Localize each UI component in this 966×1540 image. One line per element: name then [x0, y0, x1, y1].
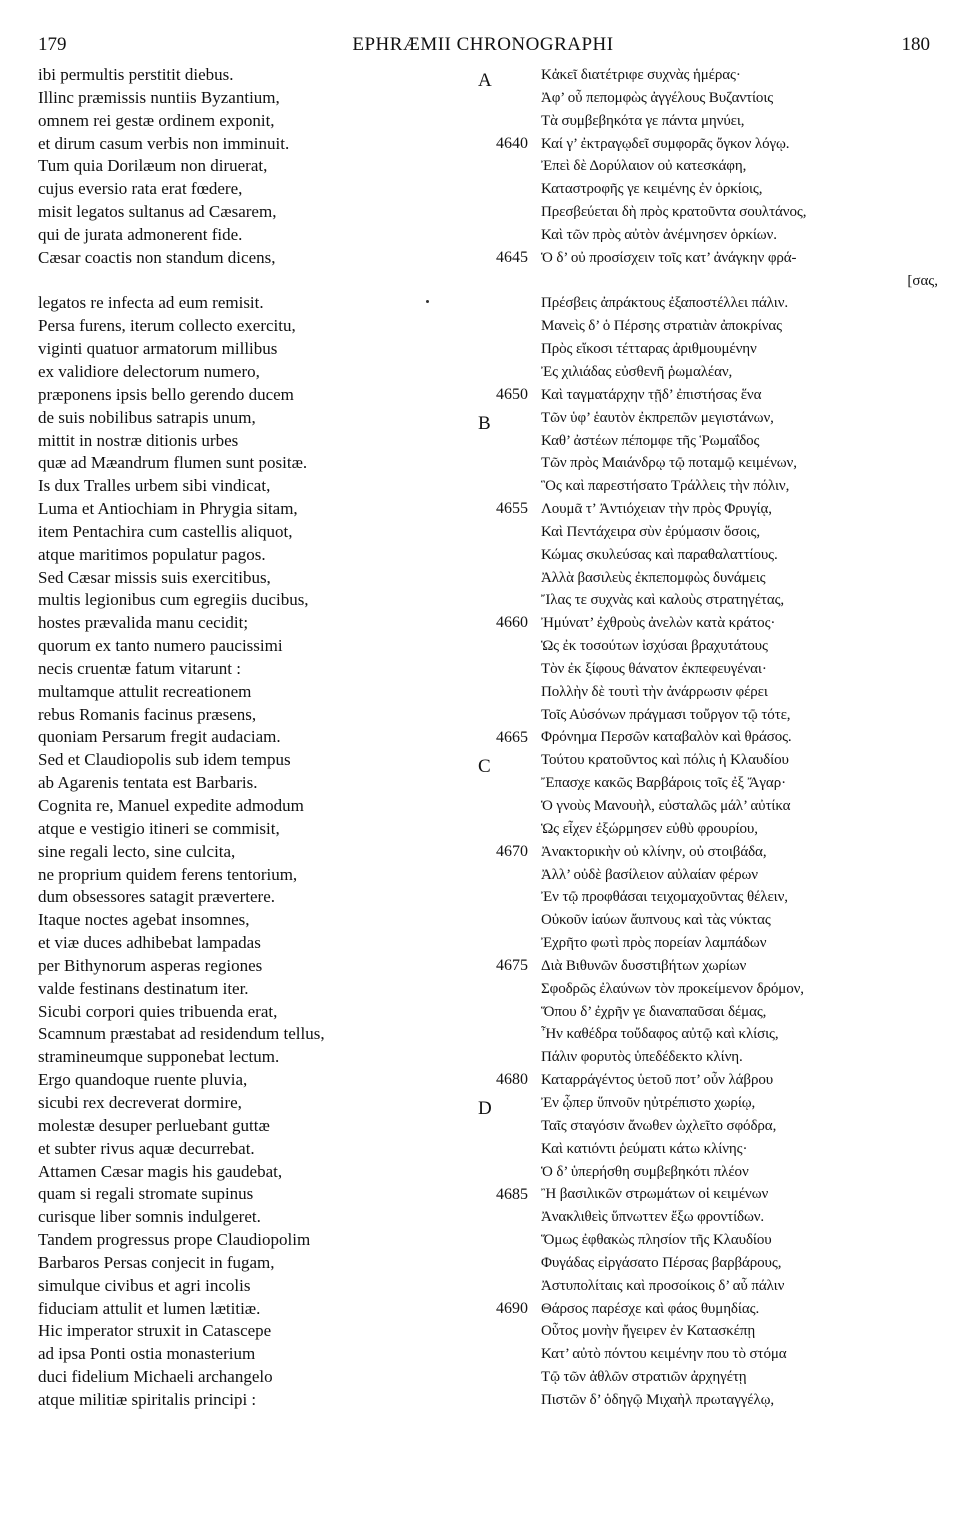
greek-line: Πρὸς εἴκοσι τέτταρας ἀριθμουμένην — [541, 341, 757, 358]
greek-line: Ἴλας τε συχνὰς καὶ καλοὺς στρατηγέτας, — [541, 592, 785, 609]
latin-line: Barbaros Persas conjecit in fugam, — [38, 1252, 275, 1272]
greek-line: Ἐχρῆτο φωτὶ πρὸς πορείαν λαμπάδων — [541, 935, 767, 952]
latin-line: fiduciam attulit et lumen lætitiæ. — [38, 1298, 261, 1318]
greek-line: Μανεὶς δ’ ὁ Πέρσης στρατιὰν ἀποκρίνας — [541, 318, 782, 335]
greek-line: Ἀνακτορικὴν οὐ κλίνην, οὐ στοιβάδα, — [541, 843, 767, 860]
latin-line: quæ ad Mæandrum flumen sunt positæ. — [38, 453, 308, 473]
verse-line-number: 4675 — [496, 957, 528, 975]
greek-line: Σφοδρῶς ἐλαύνων τὸν προκείμενον δρόμον, — [541, 980, 804, 997]
running-header — [0, 34, 966, 58]
latin-line: præponens ipsis bello gerendo ducem — [38, 384, 294, 404]
verse-line-number: 4690 — [496, 1299, 528, 1317]
greek-line: Τῶν ὑφ’ ἑαυτὸν ἐκπρεπῶν μεγιστάνων, — [541, 409, 774, 426]
page-number-left: 179 — [38, 34, 67, 55]
greek-line: Ἀλλὰ βασιλεὺς ἐκπεπομφὼς δυνάμεις — [541, 569, 766, 586]
latin-line: omnem rei gestæ ordinem exponit, — [38, 110, 275, 130]
latin-line: Illinc præmissis nuntiis Byzantium, — [38, 87, 280, 107]
latin-line: curisque liber somnis indulgeret. — [38, 1207, 261, 1227]
latin-line: atque militiæ spiritalis principi : — [38, 1389, 257, 1409]
greek-continuation: [σας, — [907, 272, 938, 289]
greek-column — [541, 64, 941, 1412]
verse-line-number: 4640 — [496, 134, 528, 152]
greek-line: Πιστῶν δ’ ὁδηγῷ Μιχαὴλ πρωταγγέλῳ, — [541, 1391, 775, 1408]
latin-line: Itaque noctes agebat insomnes, — [38, 910, 250, 930]
latin-line: Hic imperator struxit in Catascepe — [38, 1321, 272, 1341]
latin-line: mittit in nostræ ditionis urbes — [38, 430, 239, 450]
greek-line: Καταρράγέντος ὑετοῦ ποτ’ οὖν λάβρου — [541, 1072, 774, 1089]
greek-line: Καὶ ταγματάρχην τῇδ’ ἐπιστήσας ἕνα — [541, 386, 762, 403]
latin-line: Luma et Antiochiam in Phrygia sitam, — [38, 499, 298, 519]
latin-column — [38, 64, 458, 1412]
verse-line-number: 4670 — [496, 842, 528, 860]
latin-line: Ergo quandoque ruente pluvia, — [38, 1070, 248, 1090]
greek-line: Τὰ συμβεβηκότα γε πάντα μηνύει, — [541, 112, 745, 129]
latin-line: molestæ desuper perluebant guttæ — [38, 1115, 270, 1135]
greek-line: Ἀλλ’ οὐδὲ βασίλειον αὐλαίαν φέρων — [541, 866, 758, 883]
latin-line: quoniam Persarum fregit audaciam. — [38, 727, 281, 747]
greek-line: Ὁ γνοὺς Μανουὴλ, εὐσταλῶς μάλ’ αὐτίκα — [541, 798, 791, 814]
latin-line: hostes prævalida manu cecidit; — [38, 613, 249, 633]
greek-line: Τὸν ἐκ ξίφους θάνατον ἐκπεφευγέναι· — [541, 660, 767, 677]
latin-line: dum obsessores satagit prævertere. — [38, 887, 275, 907]
verse-line-number: 4645 — [496, 248, 528, 266]
latin-line: sine regali lecto, sine culcita, — [38, 841, 236, 861]
latin-line: legatos re infecta ad eum remisit. — [38, 293, 264, 313]
latin-line: et dirum casum verbis non imminuit. — [38, 133, 290, 153]
greek-line: Πάλιν φορυτὸς ὑπεδέδεκτο κλίνη. — [541, 1049, 743, 1066]
greek-line: Τῷ τῶν ἀθλῶν στρατιῶν ἀρχηγέτῃ — [541, 1369, 747, 1386]
greek-line: Καθ’ ἀστέων πέπομφε τῆς Ῥωμαΐδος — [541, 432, 760, 449]
section-marker: B — [478, 412, 491, 434]
greek-line: Ταῖς σταγόσιν ἄνωθεν ὠχλεῖτο σφόδρα, — [541, 1117, 777, 1134]
greek-line: Ὁ δ’ οὐ προσίσχειν τοῖς κατ’ ἀνάγκην φρά- — [541, 249, 797, 266]
greek-line: Καὶ τῶν πρὸς αὐτὸν ἀνέμνησεν ὁρκίων. — [541, 226, 777, 243]
greek-line: Θάρσος παρέσχε καὶ φάος θυμηδίας. — [541, 1300, 760, 1317]
latin-line: necis cruentæ fatum vitarunt : — [38, 658, 241, 678]
greek-line: Τούτου κρατοῦντος καὶ πόλις ἡ Κλαυδίου — [541, 752, 789, 769]
verse-line-number: 4660 — [496, 614, 528, 632]
latin-line: ne proprium quidem ferens tentorium, — [38, 864, 298, 884]
greek-line: Κατ’ αὐτὸ πόντου κειμένην που τὸ στόμα — [541, 1346, 787, 1363]
latin-line: quam si regali stromate supinus — [38, 1184, 254, 1204]
greek-line: Τοῖς Αὐσόνων πράγμασι τοὔργον τῷ τότε, — [541, 706, 791, 723]
greek-line: Ἠμύνατ’ ἐχθροὺς ἀνελὼν κατὰ κράτος· — [541, 615, 776, 632]
latin-line: Cæsar coactis non standum dicens, — [38, 247, 276, 267]
greek-line: Ἐπεὶ δὲ Δορύλαιον οὐ κατεσκάφη, — [541, 158, 747, 175]
latin-line: viginti quatuor armatorum millibus — [38, 339, 278, 359]
section-marker: D — [478, 1098, 492, 1120]
latin-line: Tandem progressus prope Claudiopolim — [38, 1230, 311, 1250]
verse-line-number: 4665 — [496, 728, 528, 746]
greek-line: Ἐς χιλιάδας εὐσθενῆ ῥωμαλέαν, — [541, 363, 733, 380]
latin-line: Persa furens, iterum collecto exercitu, — [38, 316, 296, 336]
latin-line: item Pentachira cum castellis aliquot, — [38, 521, 293, 541]
greek-line: Ὅπου δ’ ἐχρῆν γε διαναπαῦσαι δέμας, — [541, 1003, 767, 1020]
latin-line: de suis nobilibus satrapis unum, — [38, 407, 256, 427]
greek-line: Καὶ κατιόντι ῥεύματι κάτω κλίνης· — [541, 1140, 748, 1157]
greek-line: Κἀκεῖ διατέτριφε συχνὰς ἡμέρας· — [541, 67, 741, 83]
greek-line: Ἦν καθέδρα τοὔδαφος αὐτῷ καὶ κλίσις, — [541, 1026, 779, 1043]
latin-line: valde festinans destinatum iter. — [38, 978, 249, 998]
latin-line: Tum quia Dorilæum non diruerat, — [38, 156, 268, 176]
greek-line: Φυγάδας εἰργάσατο Πέρσας βαρβάρους, — [541, 1254, 782, 1271]
latin-line: ab Agarenis tentata est Barbaris. — [38, 773, 258, 793]
section-marker: A — [478, 70, 492, 91]
greek-line: Οὐκοῦν ἰαύων ἄυπνους καὶ τὰς νύκτας — [541, 912, 771, 929]
latin-line: multis legionibus cum egregiis ducibus, — [38, 590, 309, 610]
latin-line: ex validiore delectorum numero, — [38, 361, 260, 381]
greek-line: Πολλὴν δὲ τουτὶ τὴν ἀνάρρωσιν φέρει — [541, 683, 768, 700]
greek-line: Κώμας σκυλεύσας καὶ παραθαλαττίους. — [541, 546, 778, 563]
latin-line: ad ipsa Ponti ostia monasterium — [38, 1344, 256, 1364]
latin-line: Scamnum præstabat ad residendum tellus, — [38, 1024, 325, 1044]
greek-line: Οὗτος μονὴν ἤγειρεν ἐν Κατασκέπῃ — [541, 1323, 756, 1340]
greek-line: Ἀστυπολίταις καὶ προσοίκοις δ’ αὖ πάλιν — [541, 1277, 785, 1294]
greek-line: Καταστροφῆς γε κειμένης ἐν ὁρκίοις, — [541, 181, 763, 198]
section-marker: C — [478, 755, 491, 777]
latin-line: rebus Romanis facinus præsens, — [38, 704, 257, 724]
greek-line: Ἐν τῷ προφθάσαι τειχομαχοῦντας θέλειν, — [541, 889, 788, 906]
greek-line: Φρόνημα Περσῶν καταβαλὸν καὶ θράσος. — [541, 729, 792, 746]
latin-line: quorum ex tanto numero paucissimi — [38, 636, 283, 656]
latin-line: misit legatos sultanus ad Cæsarem, — [38, 202, 277, 222]
greek-line: Ἐν ᾧπερ ὕπνοῦν ηὐτρέπιστο χωρίῳ, — [541, 1094, 756, 1111]
verse-line-number: 4685 — [496, 1185, 528, 1203]
greek-line: Καὶ Πεντάχειρα σὺν ἐρύμασιν ὅσοις, — [541, 523, 761, 540]
latin-line: Sed et Claudiopolis sub idem tempus — [38, 750, 291, 770]
greek-line: Ἢ βασιλικῶν στρωμάτων οἱ κειμένων — [541, 1186, 769, 1203]
page-number-right: 180 — [901, 34, 930, 55]
greek-line: Ὡς ἐκ τοσούτων ἰσχύσαι βραχυτάτους — [541, 638, 768, 655]
greek-line — [541, 270, 941, 293]
latin-line: cujus eversio rata erat fœdere, — [38, 179, 243, 199]
latin-line: et viæ duces adhibebat lampadas — [38, 933, 261, 953]
latin-line: atque e vestigio itineri se commisit, — [38, 818, 280, 838]
greek-line: Ἀνακλιθεὶς ὕπνωττεν ἔξω φροντίδων. — [541, 1209, 765, 1226]
running-title: EPHRÆMII CHRONOGRAPHI — [352, 34, 614, 55]
latin-line — [38, 270, 458, 293]
greek-line: Πρέσβεις ἀπράκτους ἐξαποστέλλει πάλιν. — [541, 295, 789, 312]
latin-line: atque maritimos populatur pagos. — [38, 544, 266, 564]
latin-line: Attamen Cæsar magis his gaudebat, — [38, 1161, 283, 1181]
greek-line: Ἀφ’ οὗ πεπομφὼς ἀγγέλους Βυζαντίοις — [541, 89, 774, 106]
latin-line: simulque civibus et agri incolis — [38, 1275, 251, 1295]
latin-line: Sicubi corpori quies tribuenda erat, — [38, 1001, 278, 1021]
latin-line: et subter rivus aquæ decurrebat. — [38, 1138, 255, 1158]
latin-line: Sed Cæsar missis suis exercitibus, — [38, 567, 271, 587]
verse-line-number: 4650 — [496, 385, 528, 403]
latin-line: Is dux Tralles urbem sibi vindicat, — [38, 476, 271, 496]
verse-line-number: 4655 — [496, 500, 528, 518]
margin-dot — [426, 300, 429, 303]
latin-line: Cognita re, Manuel expedite admodum — [38, 796, 304, 815]
greek-line: Τῶν πρὸς Μαιάνδρῳ τῷ ποταμῷ κειμένων, — [541, 455, 797, 472]
verse-line-number: 4680 — [496, 1071, 528, 1089]
greek-line: Καί γ’ ἐκτραγῳδεῖ συμφορᾶς ὄγκον λόγῳ. — [541, 135, 790, 152]
latin-line: duci fidelium Michaeli archangelo — [38, 1367, 273, 1387]
greek-line: Λουμᾶ τ’ Ἀντιόχειαν τὴν πρὸς Φρυγίᾳ, — [541, 501, 772, 518]
latin-line: ibi permultis perstitit diebus. — [38, 65, 234, 84]
latin-line: multamque attulit recreationem — [38, 681, 252, 701]
greek-line: Ὁ δ’ ὑπερήσθη συμβεβηκότι πλέον — [541, 1163, 749, 1180]
greek-line: Ἔπασχε κακῶς Βαρβάροις τοῖς ἐξ Ἄγαρ· — [541, 775, 786, 792]
latin-line: stramineumque supponebat lectum. — [38, 1047, 280, 1067]
latin-line: qui de jurata admonerent fide. — [38, 224, 243, 244]
latin-line: sicubi rex decreverat dormire, — [38, 1092, 242, 1112]
greek-line: Ὃς καὶ παρεστήσατο Τράλλεις τὴν πόλιν, — [541, 478, 790, 495]
greek-line: Ὅμως ἐφθακὼς πλησίον τῆς Κλαυδίου — [541, 1232, 772, 1249]
greek-line: Πρεσβεύεται δὴ πρὸς κρατοῦντα σουλτάνος, — [541, 204, 807, 221]
latin-line: per Bithynorum asperas regiones — [38, 955, 263, 975]
greek-line: Διὰ Βιθυνῶν δυσστιβήτων χωρίων — [541, 957, 747, 974]
greek-line: Ὡς εἶχεν ἐξώρμησεν εὐθὺ φρουρίου, — [541, 820, 758, 837]
